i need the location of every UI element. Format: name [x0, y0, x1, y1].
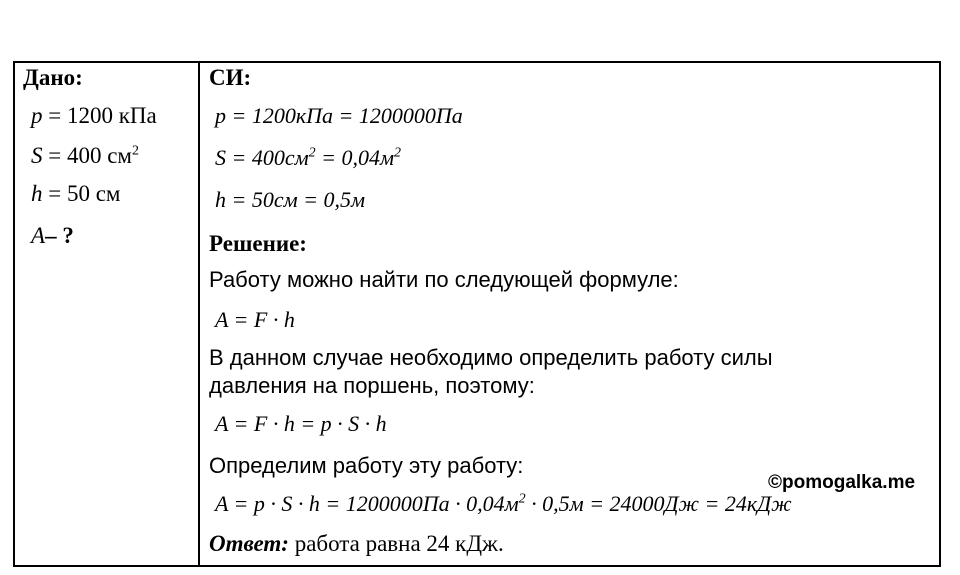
solution-header: Решение: [209, 231, 307, 256]
solution-text-2a: В данном случае необходимо определить работу силы [209, 345, 773, 370]
formula-work-pressure: A = F · h = p · S · h [215, 411, 387, 436]
answer-line: Ответ: работа равна 24 кДж. [209, 531, 504, 556]
given-header: Дано: [23, 65, 83, 90]
solution-text-3: Определим работу эту работу: [209, 453, 524, 478]
solution-text-1: Работу можно найти по следующей формуле: [209, 267, 679, 292]
column-divider [198, 63, 200, 565]
solution-text-2b: давления на поршень, поэтому: [209, 373, 535, 398]
given-height: h = 50 см [31, 181, 121, 206]
formula-work: A = F · h [215, 307, 295, 332]
si-height: h = 50см = 0,5м [215, 187, 366, 212]
si-pressure: p = 1200кПа = 1200000Па [215, 103, 463, 128]
si-header: СИ: [209, 65, 252, 90]
si-area: $S = 400см^2 = 0,04м^2$ [215, 145, 402, 170]
given-pressure: p = 1200 кПа [31, 103, 157, 128]
formula-calculation: $A = p \cdot S \cdot h = 1200000Па \cdot 0,04м^2 \cdot 0,5м = 24000Дж = 24кДж$ [215, 491, 792, 516]
watermark: ©pomogalka.me [768, 472, 916, 493]
given-unknown: A– ? [31, 223, 74, 248]
given-area: S = 400 $см^2$ [31, 143, 139, 168]
